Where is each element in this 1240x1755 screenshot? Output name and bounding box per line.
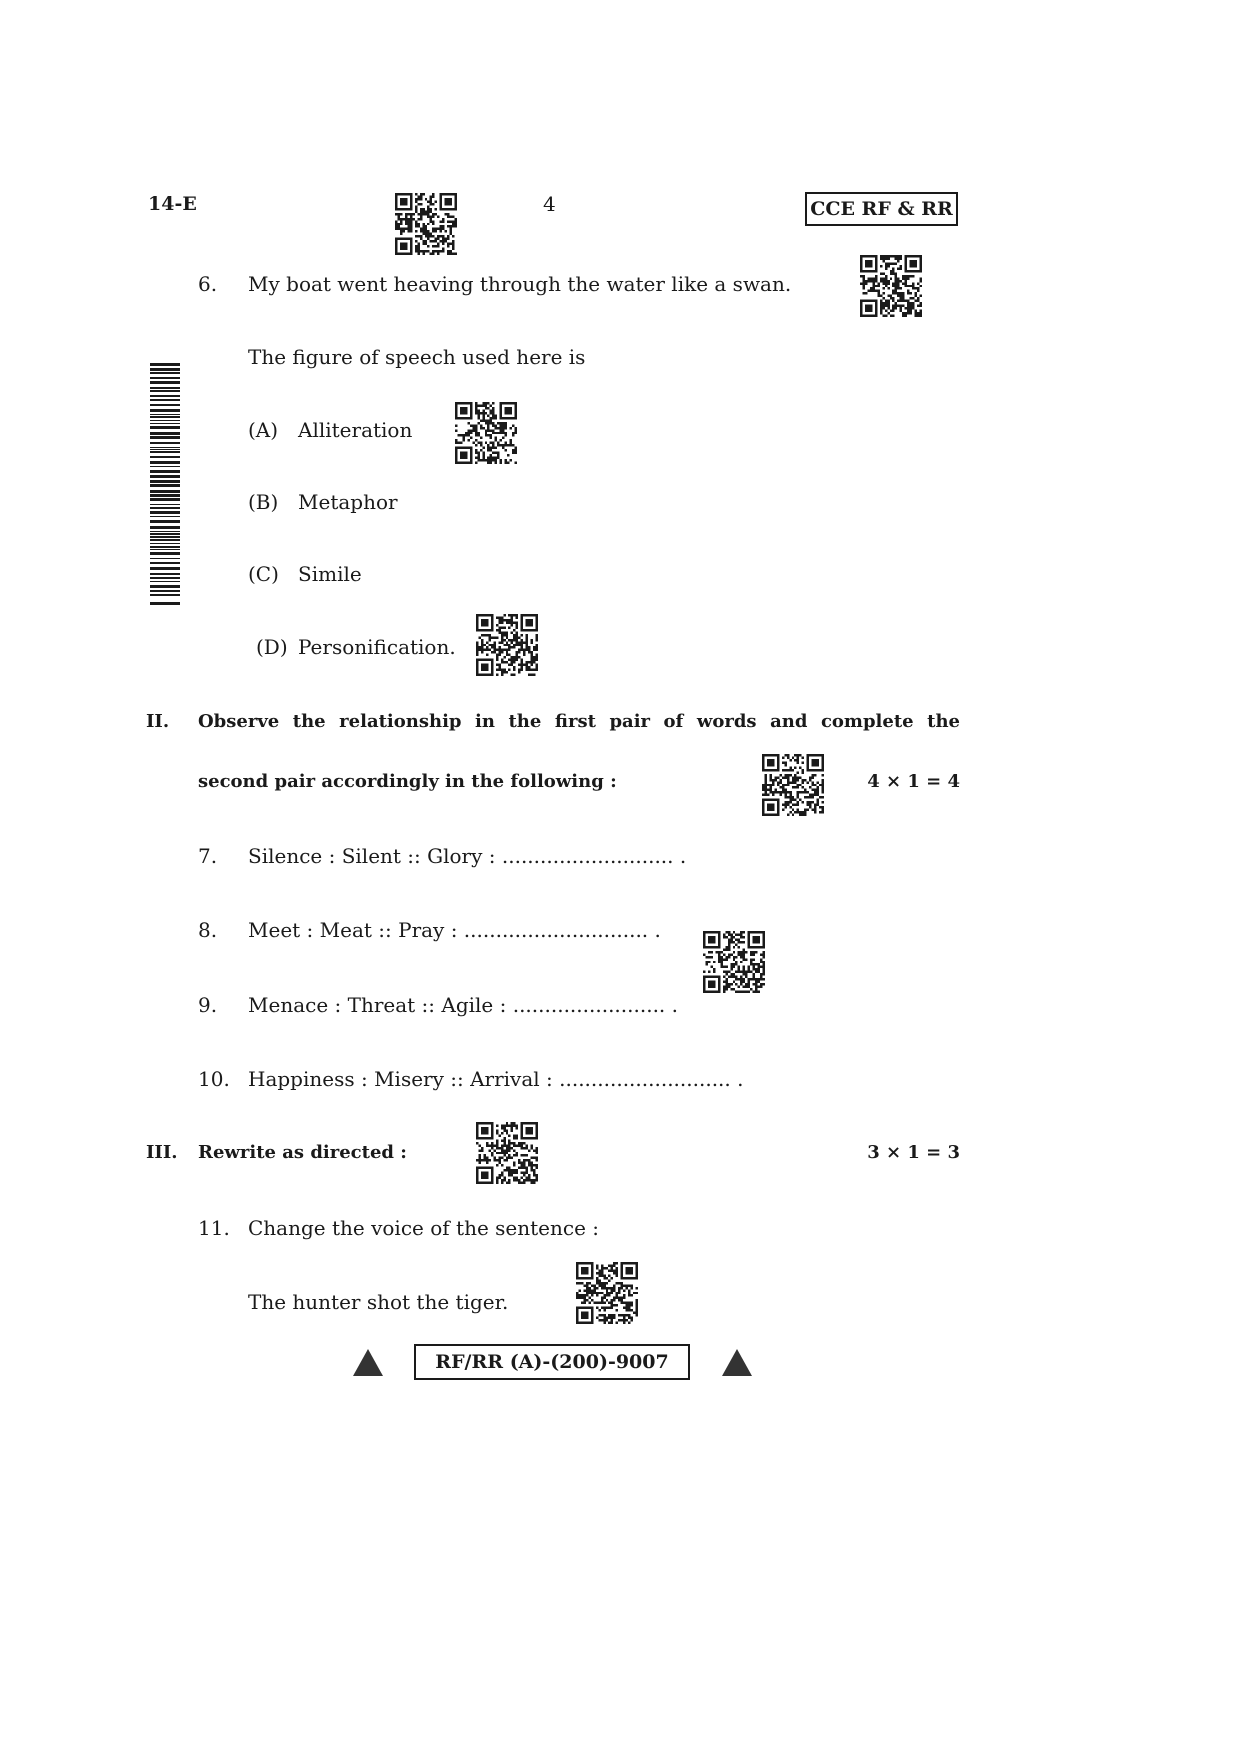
analogy-question: Meet : Meat :: Pray : ............................. .: [248, 918, 661, 942]
qr-pattern: [395, 193, 457, 255]
qr-code: [395, 193, 457, 255]
qr-pattern: [703, 931, 765, 993]
qr-pattern: [762, 754, 824, 816]
analogy-question: Silence : Silent :: Glory : ........................... .: [248, 844, 687, 868]
qr-pattern: [455, 402, 517, 464]
question-number: 6.: [198, 272, 218, 296]
qr-pattern: [576, 1262, 638, 1324]
question-instruction: Change the voice of the sentence :: [248, 1216, 600, 1240]
qr-code: [860, 255, 922, 317]
section-marks: 4 × 1 = 4: [867, 771, 960, 792]
question-statement: My boat went heaving through the water like a swan.: [248, 272, 792, 296]
qr-code: [455, 402, 517, 464]
qr-pattern: [476, 1122, 538, 1184]
question-number: 8.: [198, 918, 218, 942]
barcode: [150, 363, 180, 605]
question-prompt: The figure of speech used here is: [248, 345, 586, 369]
question-number: 7.: [198, 844, 218, 868]
triangle-marker-shape: [353, 1349, 383, 1376]
triangle-marker-shape: [722, 1349, 752, 1376]
option-text: Metaphor: [298, 490, 398, 514]
qr-code: [762, 754, 824, 816]
section-instruction-line: second pair accordingly in the following :: [198, 771, 617, 792]
qr-code: [476, 614, 538, 676]
qr-code: [476, 1122, 538, 1184]
option-label: (B): [248, 490, 279, 514]
option-label: (C): [248, 562, 279, 586]
section-marks: 3 × 1 = 3: [867, 1142, 960, 1163]
triangle-marker-left: [353, 1349, 383, 1376]
analogy-question: Menace : Threat :: Agile : ........................ .: [248, 993, 678, 1017]
qr-pattern: [860, 255, 922, 317]
qr-pattern: [476, 614, 538, 676]
question-number: 11.: [198, 1216, 230, 1240]
section-numeral: II.: [146, 711, 170, 732]
option-text: Personification.: [298, 635, 456, 659]
barcode-bars: [150, 363, 180, 605]
question-number: 9.: [198, 993, 218, 1017]
page-number: 4: [543, 192, 556, 216]
section-numeral: III.: [146, 1142, 178, 1163]
option-text: Alliteration: [298, 418, 413, 442]
option-label: (A): [248, 418, 279, 442]
exam-label-box: CCE RF & RR: [805, 192, 958, 226]
triangle-marker-right: [722, 1349, 752, 1376]
section-title: Rewrite as directed :: [198, 1142, 407, 1163]
analogy-question: Happiness : Misery :: Arrival : ........................... .: [248, 1067, 744, 1091]
qr-code: [703, 931, 765, 993]
option-label: (D): [256, 635, 288, 659]
question-sentence: The hunter shot the tiger.: [248, 1290, 509, 1314]
paper-code: 14-E: [148, 193, 197, 215]
section-instruction-line: Observe the relationship in the first pair of words and complete the: [198, 711, 960, 732]
qr-code: [576, 1262, 638, 1324]
option-text: Simile: [298, 562, 362, 586]
footer-code-box: RF/RR (A)-(200)-9007: [414, 1344, 690, 1380]
question-number: 10.: [198, 1067, 230, 1091]
